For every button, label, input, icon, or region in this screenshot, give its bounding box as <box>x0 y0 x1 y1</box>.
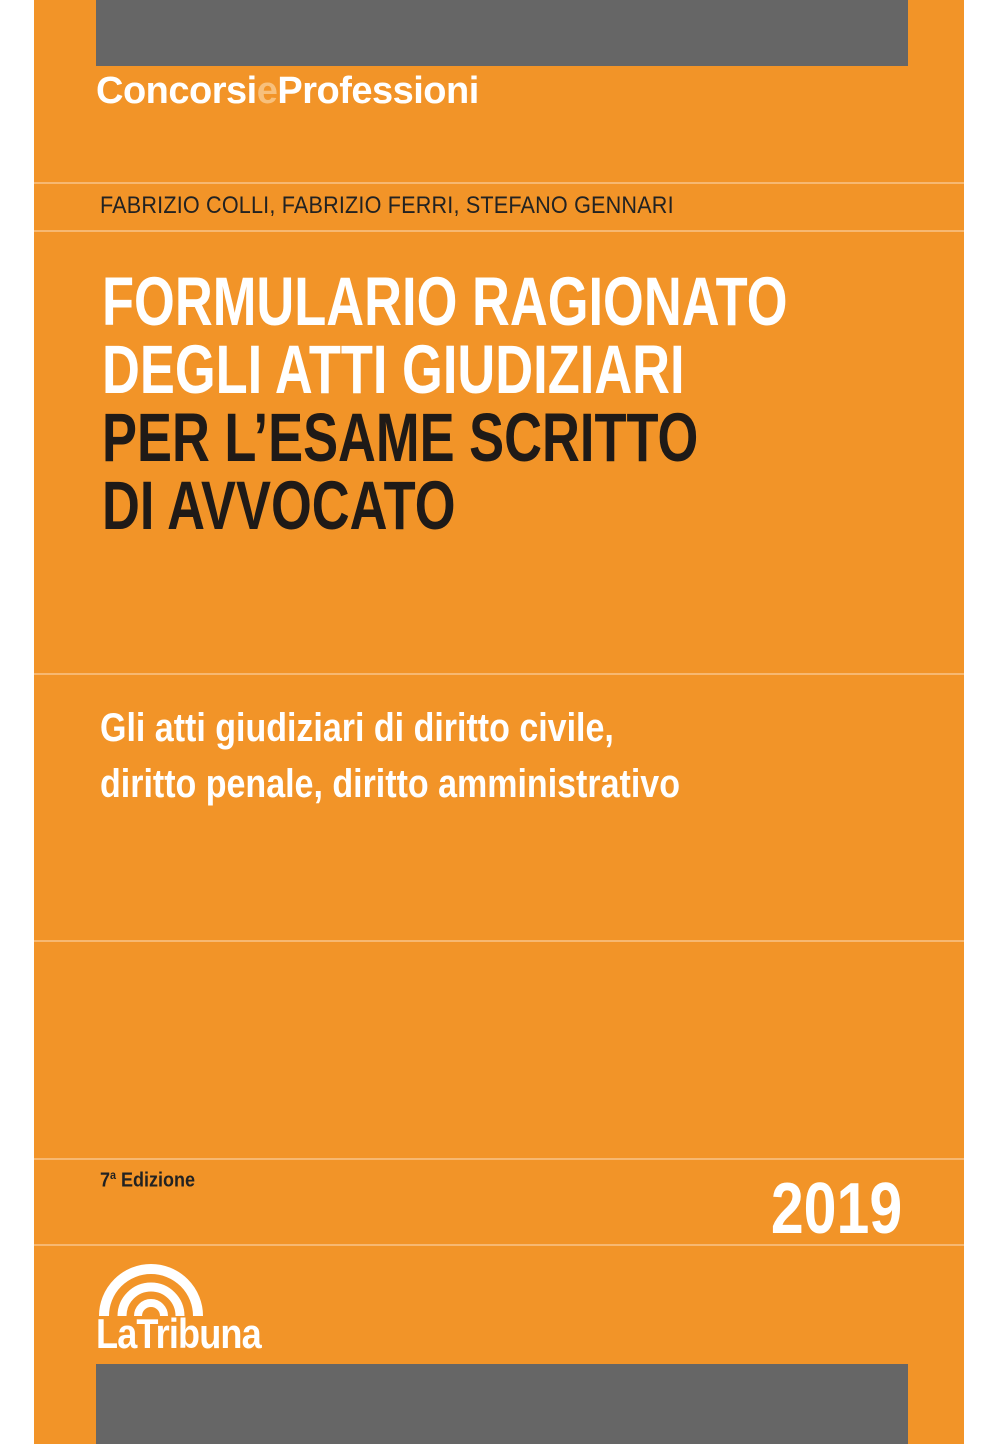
divider-line <box>34 230 964 232</box>
divider-line <box>34 182 964 184</box>
series-part-2: e <box>256 70 278 112</box>
title-line-3: PER L’ESAME SCRITTO <box>102 399 699 476</box>
book-title <box>102 263 788 544</box>
book-subtitle <box>100 700 680 812</box>
authors: FABRIZIO COLLI, FABRIZIO FERRI, STEFANO GENNARI <box>100 192 674 219</box>
series-part-1: Concorsi <box>96 70 257 112</box>
divider-line <box>34 1158 964 1160</box>
divider-line <box>34 673 964 675</box>
edition-superscript: a <box>110 1168 117 1182</box>
subtitle-line-2: diritto penale, diritto amministrativo <box>100 762 680 806</box>
bottom-grey-bar <box>96 1364 908 1444</box>
title-line-1: FORMULARIO RAGIONATO <box>102 263 788 340</box>
book-cover <box>34 0 964 1444</box>
title-line-4: DI AVVOCATO <box>102 467 456 544</box>
subtitle-line-1: Gli atti giudiziari di diritto civile, <box>100 706 614 750</box>
title-line-2: DEGLI ATTI GIUDIZIARI <box>102 331 685 408</box>
edition-label: Edizione <box>121 1169 196 1192</box>
series-part-3: Professioni <box>277 70 479 112</box>
top-grey-bar <box>96 0 908 66</box>
publication-year: 2019 <box>770 1169 902 1249</box>
publisher-name: LaTribuna <box>96 1310 261 1357</box>
divider-line <box>34 940 964 942</box>
series-name <box>96 70 479 113</box>
edition-number: 7 <box>100 1169 111 1192</box>
edition <box>100 1168 195 1193</box>
arch-icon <box>96 1258 206 1318</box>
publisher-logo <box>96 1258 326 1358</box>
divider-line <box>34 1244 964 1246</box>
